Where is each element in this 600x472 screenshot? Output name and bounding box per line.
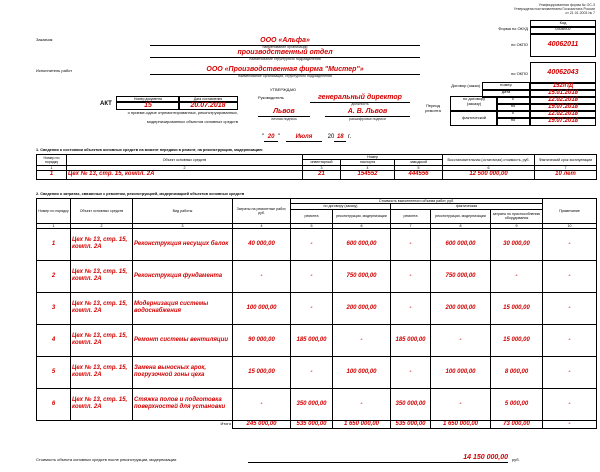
dept-caption: наименование структурного подразделения [249, 57, 321, 61]
cell-n: 1 [37, 228, 71, 260]
contract-number-label: номер [482, 82, 530, 91]
act-number: 15 [116, 101, 180, 110]
section1-row: 1 Цех № 13, стр. 15, компл. 2А 21 154552 444556 12 500 000,00 10 лет [37, 170, 597, 179]
section1-title: 1. Сведения о состоянии объектов основных средств на момент передачи в ремонт, на реконструкцию, модернизацию [36, 148, 263, 152]
cell-n: 6 [37, 388, 71, 420]
period-to-factual: 19.07.2018 [530, 117, 596, 126]
decoding-caption: расшифровка подписи [349, 117, 386, 121]
cell-n: 5 [37, 356, 71, 388]
cell-n: 2 [37, 260, 71, 292]
cell-note: - [543, 388, 597, 420]
contract-label: Договор (заказ) [451, 83, 480, 88]
contract-date: 15.01.2018 [530, 89, 596, 98]
from-label-2: с [496, 110, 530, 119]
cell-note: - [543, 228, 597, 260]
section1-table: Номер по порядку Объект основных средств Номер Восстановительная (остаточная) стоимость, руб. Фактический срок эксплуатации инвентарный паспорта заводской 1 2 3 4 5 6 7 1 Цех № 13, стр. 15, компл. 2А 21 154552 444556 12 500 000,00 10 лет [36, 154, 597, 180]
cell-note: - [543, 292, 597, 324]
approved-label: УТВЕРЖДАЮ [270, 87, 297, 92]
cell-f_repair: 350 000,00 [391, 388, 431, 420]
head-signature-decoding: А. В. Львов [325, 108, 410, 117]
to-label-1: по [496, 103, 530, 112]
act-title: АКТ [100, 101, 112, 107]
cell-plan: 15 000,00 [233, 356, 291, 388]
customer-department: производственный отдел [150, 49, 420, 58]
cell-equip: 5 000,00 [491, 388, 543, 420]
cell-n: 3 [37, 292, 71, 324]
doc-date-header: Дата составления [178, 96, 238, 103]
cell-object: Цех № 13, стр. 15, компл. 2А [71, 260, 133, 292]
cell-c_recon: 100 000,00 [333, 356, 391, 388]
cell-c_recon: - [333, 388, 391, 420]
cell-plan: 100 000,00 [233, 292, 291, 324]
cell-plan: - [233, 260, 291, 292]
approval-date-text: от 21.01.2003 № 7 [565, 11, 595, 16]
cell-f_recon: - [431, 388, 491, 420]
contractor-name: ООО «Производственная фирма "Мистер"» [150, 66, 420, 75]
signature-caption: личная подпись [271, 117, 297, 121]
cell-object: Цех № 13, стр. 15, компл. 2А [71, 356, 133, 388]
cell-work: Модернизация системы водоснабжения [133, 292, 233, 324]
period-from-contract: 12.02.2018 [530, 96, 596, 105]
cell-equip: 8 000,00 [491, 356, 543, 388]
customer-label: Заказчик [36, 37, 53, 42]
cell-c_repair: 185 000,00 [291, 324, 333, 356]
section2-total-row: Итого 245 000,00 535 000,00 1 650 000,00 535 000,00 1 650 000,00 73 000,00 - [37, 420, 597, 428]
okpo-label-1: по ОКПО [511, 42, 528, 47]
act-date: 20.07.2018 [178, 101, 238, 110]
contractor-caption: наименование организации, структурного подразделения [238, 74, 332, 78]
cell-f_recon: 200 000,00 [431, 292, 491, 324]
cell-equip: 15 000,00 [491, 324, 543, 356]
position-caption: должность [351, 102, 369, 106]
cell-equip: - [491, 260, 543, 292]
head-label: Руководитель [258, 95, 284, 100]
doc-number-header: Номер документа [116, 96, 180, 103]
approval-date: " 20 " Июля 20 18 г. [262, 134, 351, 142]
cell-note: - [543, 260, 597, 292]
cell-work: Реконструкция фундамента [133, 260, 233, 292]
okpo-code-2: 40062043 [530, 62, 596, 84]
okud-label: Форма по ОКУД [498, 26, 528, 31]
footer-value: 14 150 000,00 [248, 454, 508, 463]
cell-work: Замена выносных арок, погрузочной зоны цеха [133, 356, 233, 388]
cell-c_repair: - [291, 292, 333, 324]
okpo-label-2: по ОКПО [511, 71, 528, 76]
cell-f_repair: - [391, 260, 431, 292]
cell-f_recon: 600 000,00 [431, 228, 491, 260]
kod-header: Код [530, 20, 596, 28]
section2-row [37, 324, 597, 356]
section2-row [37, 228, 597, 260]
cell-note: - [543, 324, 597, 356]
cell-object: Цех № 13, стр. 15, компл. 2А [71, 388, 133, 420]
cell-note: - [543, 356, 597, 388]
by-contract-label: по договору (заказу) [450, 96, 498, 112]
act-caption-1: о приеме-сдаче отремонтированных, реконструированных, [127, 110, 238, 115]
section2-title: 2. Сведения о затратах, связанных с ремонтом, реконструкцией, модернизацией объектов основных средств [36, 192, 245, 196]
section2-row [37, 292, 597, 324]
approval-text: Утверждена постановлением Госкомстата России [513, 7, 595, 12]
cell-object: Цех № 13, стр. 15, компл. 2А [71, 292, 133, 324]
cell-f_repair: - [391, 228, 431, 260]
cell-f_recon: 750 000,00 [431, 260, 491, 292]
cell-plan: 90 000,00 [233, 324, 291, 356]
cell-plan: - [233, 388, 291, 420]
repair-period-label: Период ремонта [425, 103, 441, 113]
period-from-factual: 12.02.2018 [530, 110, 596, 119]
okud-code: 0306002 [530, 26, 596, 35]
cell-object: Цех № 13, стр. 15, компл. 2А [71, 324, 133, 356]
cell-object: Цех № 13, стр. 15, компл. 2А [71, 228, 133, 260]
cell-equip: 30 000,00 [491, 228, 543, 260]
to-label-2: по [496, 117, 530, 126]
cell-c_recon: 600 000,00 [333, 228, 391, 260]
cell-work: Реконструкция несущих балок [133, 228, 233, 260]
cell-c_recon: 200 000,00 [333, 292, 391, 324]
head-signature: Львов [258, 108, 310, 117]
cell-f_repair: 185 000,00 [391, 324, 431, 356]
form-reference [410, 3, 595, 16]
period-to-contract: 19.07.2018 [530, 103, 596, 112]
customer-name: ООО «Альфа» [150, 37, 420, 46]
section2-row [37, 260, 597, 292]
section2-table: Номер по порядку Объект основных средств Вид работы Затраты на ремонтные работ, руб. Стоимость выполненного объема работ, руб. Примечание по договору (заказу) фактическая ремонта реконструкции, модернизации ремонта реконструкции, модернизации затраты по приспособлению оборудования 1 2 3 4 5 6 7 8 9 10 1 Цех № 13, стр. 15, компл. 2А Реконструкция несущих балок 40 000,00 - 600 000,00 - 600 000,00 30 000,00 - 2 Цех № 13, стр. 15, компл. 2А Реконструкция фундамента - - 750 000,00 - 750 000,00 - - 3 Цех № 13, стр. 15, компл. 2А Модернизация системы водоснабжения 100 000,00 - 200 000,00 - 200 000,00 15 000,00 - 4 Цех № 13, стр. 15, компл. 2А Ремонт системы вентиляции 90 000,00 185 000,00 - 185 000,00 - 15 000,00 - 5 Цех № 13, стр. 15, компл. 2А Замена выносных арок, погрузочной зоны цеха 15 000,00 - 100 000,00 - 100 000,00 8 000,00 - 6 Цех № 13, стр. 15, компл. 2А Стяжка полов и подготовка поверхностей для установки - 350 000,00 - 350 000,00 - 5 000,00 - Итого 245 000,00 535 000,00 1 650 000,00 535 000,00 1 650 000,00 73 000,00 - [36, 198, 597, 429]
cell-c_recon: - [333, 324, 391, 356]
cell-c_repair: 350 000,00 [291, 388, 333, 420]
cell-n: 4 [37, 324, 71, 356]
form-number-text: Унифицированная форма № ОС-3 [538, 3, 595, 7]
section2-row [37, 356, 597, 388]
cell-c_repair: - [291, 228, 333, 260]
cell-f_recon: - [431, 324, 491, 356]
contractor-label: Исполнитель работ [36, 68, 73, 73]
footer-unit: руб. [512, 457, 520, 462]
contract-number: 152/ПД [530, 82, 596, 91]
footer-label: Стоимость объекта основных средств после реконструкции, модернизации [36, 457, 177, 462]
factual-label: фактический [450, 110, 498, 126]
cell-c_repair: - [291, 356, 333, 388]
org-caption: наименование организации [262, 45, 308, 49]
cell-f_repair: - [391, 292, 431, 324]
from-label-1: с [496, 96, 530, 105]
cell-c_repair: - [291, 260, 333, 292]
cell-work: Стяжка полов и подготовка поверхностей для установки [133, 388, 233, 420]
contract-date-label: дата [482, 89, 530, 98]
cell-f_repair: - [391, 356, 431, 388]
act-caption-2: модернизированных объектов основных средств [146, 119, 238, 124]
head-position: генеральный директор [310, 94, 410, 103]
okpo-code-1: 40062011 [530, 33, 596, 57]
section2-row [37, 388, 597, 420]
cell-plan: 40 000,00 [233, 228, 291, 260]
cell-work: Ремонт системы вентиляции [133, 324, 233, 356]
cell-f_recon: 100 000,00 [431, 356, 491, 388]
cell-equip: 15 000,00 [491, 292, 543, 324]
cell-c_recon: 750 000,00 [333, 260, 391, 292]
